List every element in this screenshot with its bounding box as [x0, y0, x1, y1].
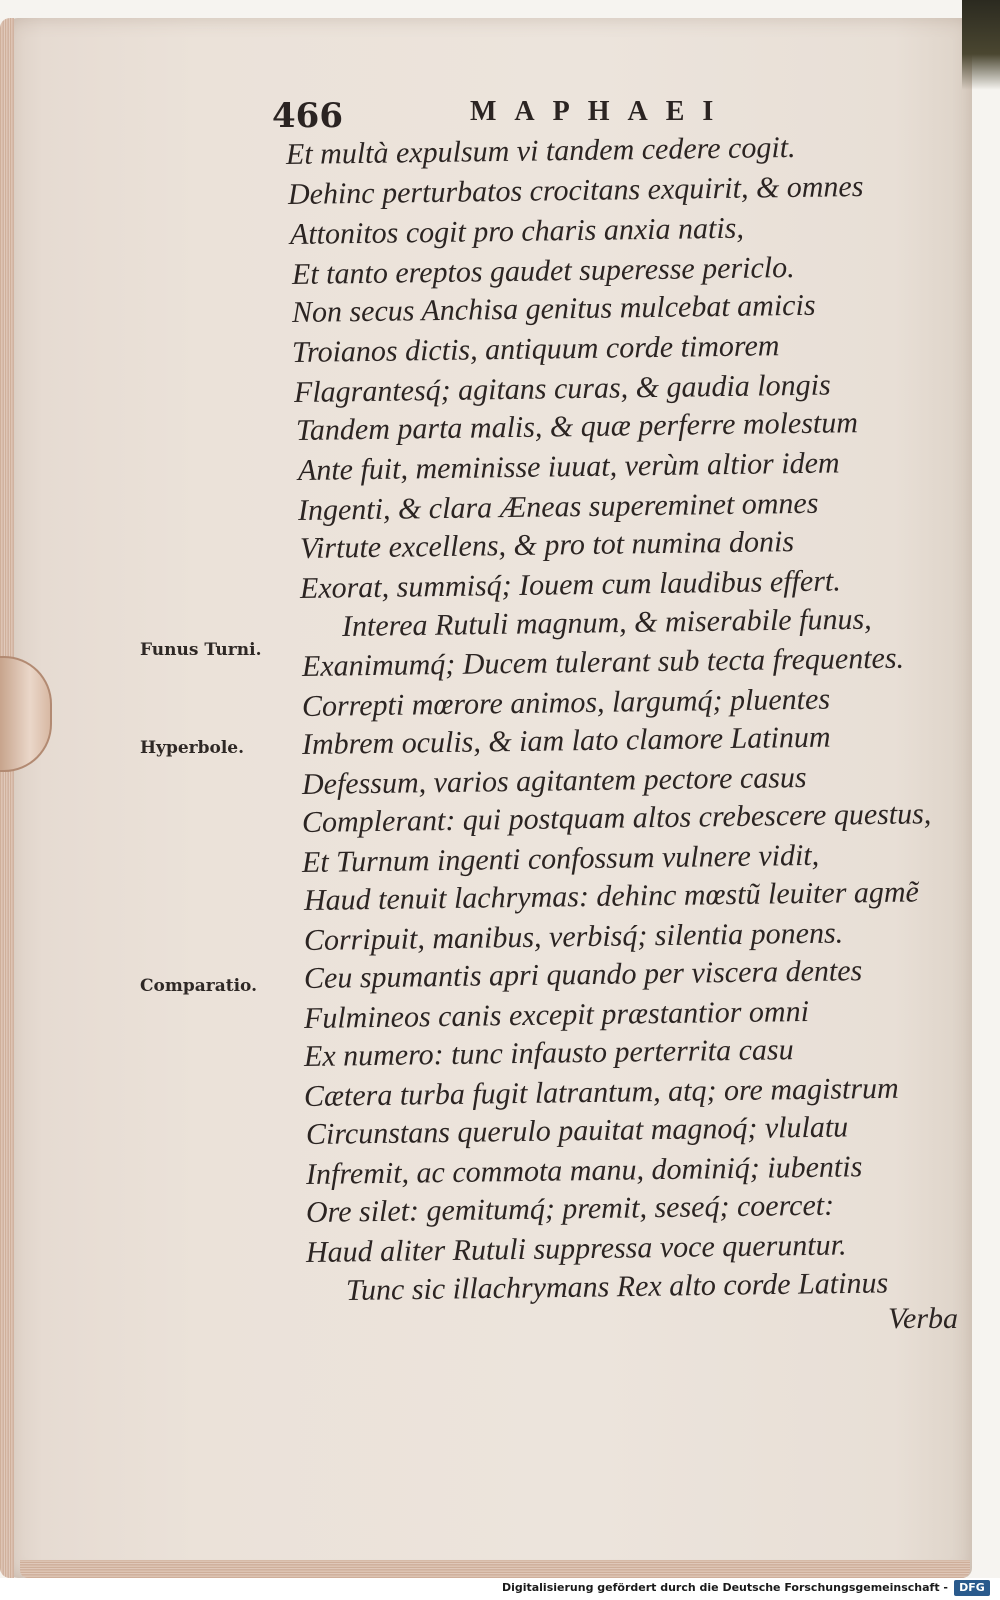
- verse-line: Ante fuit, meminisse iuuat, verùm altior idem: [297, 446, 840, 487]
- verse-line: Et multà expulsum vi tandem cedere cogit.: [285, 130, 796, 171]
- verse-line: Dehinc perturbatos crocitans exquirit, & omnes: [287, 169, 864, 211]
- verse-line: Et Turnum ingenti confossum vulnere vidit,: [301, 838, 820, 879]
- verse-line: Imbrem oculis, & iam lato clamore Latinum: [301, 720, 831, 761]
- digitization-footer: [0, 1578, 1000, 1600]
- verse-line: Haud tenuit lachrymas: dehinc mœstũ leuiter agmẽ: [303, 875, 920, 917]
- verse-line: Interea Rutuli magnum, & miserabile funus,: [341, 602, 872, 643]
- verse-line: Circunstans querulo pauitat magnoq́; vlulatu: [305, 1110, 849, 1151]
- verse-line: Defessum, varios agitantem pectore casus: [301, 760, 807, 801]
- verse-line: Tandem parta malis, & quæ perferre molestum: [295, 406, 859, 447]
- verse-line: Correpti mœrore animos, largumq́; pluentes: [301, 682, 831, 723]
- verse-line: Exanimumq́; Ducem tulerant sub tecta frequentes.: [301, 641, 905, 683]
- verse-line: Haud aliter Rutuli suppressa voce queruntur.: [305, 1228, 847, 1269]
- catchword: Verba: [888, 1302, 958, 1335]
- verse-line: Virtute excellens, & pro tot numina donis: [299, 525, 795, 565]
- verse-line: Fulmineos canis excepit præstantior omni: [303, 994, 810, 1035]
- verse-line: Ex numero: tunc infausto perterrita casu: [303, 1033, 794, 1073]
- margin-note-comparatio: Comparatio.: [140, 976, 257, 996]
- page-number: 466: [272, 96, 343, 136]
- verse-line: Tunc sic illachrymans Rex alto corde Latinus: [345, 1266, 889, 1307]
- margin-note-funus: Funus Turni.: [140, 640, 262, 660]
- verse-line: Exorat, summisq́; Iouem cum laudibus effert.: [299, 564, 841, 605]
- verse-line: Cætera turba fugit latrantum, atq; ore magistrum: [303, 1071, 899, 1113]
- verse-line: Troianos dictis, antiquum corde timorem: [291, 329, 780, 369]
- verse-line: Complerant: qui postquam altos crebescere questus,: [301, 797, 932, 839]
- verse-line: Ingenti, & clara Æneas supereminet omnes: [297, 486, 819, 527]
- page-edge-left: [0, 18, 14, 1578]
- book-binding: [962, 0, 1000, 90]
- verse-line: Infremit, ac commota manu, dominiq́; iubentis: [305, 1150, 863, 1191]
- page-edge-bottom: [20, 1560, 970, 1578]
- verse-line: Attonitos cogit pro charis anxia natis,: [289, 211, 745, 251]
- running-head: MAPHAEI: [470, 96, 732, 127]
- footer-credit: Digitalisierung gefördert durch die Deutsche Forschungsgemeinschaft -: [501, 1581, 948, 1594]
- margin-note-hyperbole: Hyperbole.: [140, 738, 245, 758]
- verse-line: Corripuit, manibus, verbisq́; silentia ponens.: [303, 916, 844, 957]
- verse-line: Ceu spumantis apri quando per viscera dentes: [303, 954, 863, 995]
- verse-line: Non secus Anchisa genitus mulcebat amicis: [291, 288, 816, 329]
- dfg-logo: DFG: [954, 1580, 990, 1596]
- verse-line: Et tanto ereptos gaudet superesse periclo.: [291, 250, 795, 291]
- verse-line: Flagrantesq́; agitans curas, & gaudia longis: [293, 368, 831, 409]
- verse-line: Ore silet: gemitumq́; premit, seseq́; coercet:: [305, 1188, 835, 1229]
